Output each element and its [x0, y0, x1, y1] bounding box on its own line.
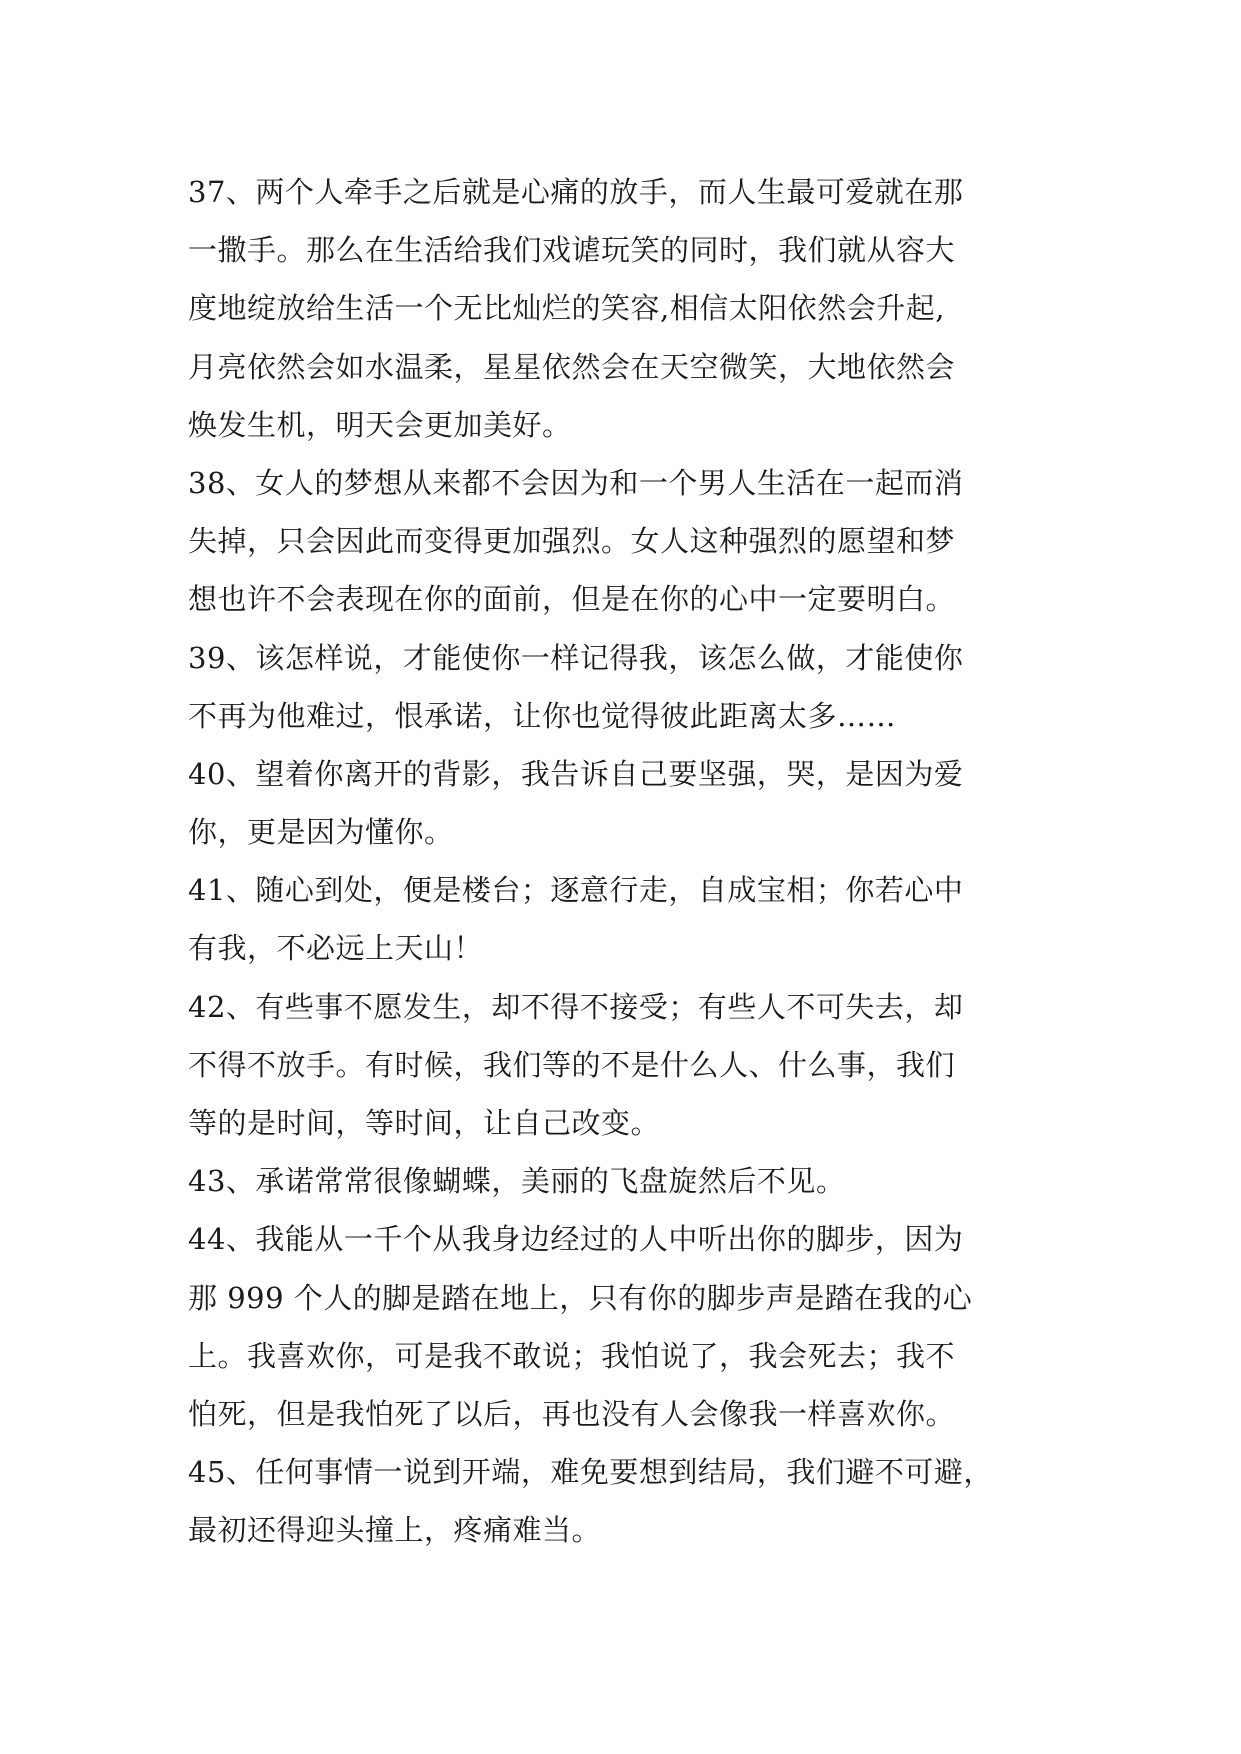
text-line: 39、该怎样说，才能使你一样记得我，该怎么做，才能使你 — [188, 640, 964, 675]
text-line: 43、承诺常常很像蝴蝶，美丽的飞盘旋然后不见。 — [188, 1164, 846, 1199]
text-line: 41、随心到处，便是楼台；逐意行走，自成宝相；你若心中 — [188, 873, 964, 908]
text-line: 那 999 个人的脚是踏在地上，只有你的脚步声是踏在我的心 — [188, 1280, 973, 1315]
text-line: 最初还得迎头撞上，疼痛难当。 — [188, 1513, 602, 1548]
text-line: 等的是时间，等时间，让自己改变。 — [188, 1106, 661, 1140]
text-line: 想也许不会表现在你的面前，但是在你的心中一定要明白。 — [188, 582, 956, 617]
text-line: 一撒手。那么在生活给我们戏谑玩笑的同时，我们就从容大 — [188, 233, 956, 268]
text-line: 不得不放手。有时候，我们等的不是什么人、什么事，我们 — [188, 1047, 956, 1082]
text-line: 月亮依然会如水温柔，星星依然会在天空微笑，大地依然会 — [188, 349, 956, 384]
text-line: 上。我喜欢你，可是我不敢说；我怕说了，我会死去；我不 — [188, 1338, 956, 1373]
text-line: 焕发生机，明天会更加美好。 — [188, 407, 572, 442]
text-line: 度地绽放给生活一个无比灿烂的笑容,相信太阳依然会升起, — [188, 291, 945, 326]
text-line: 失掉，只会因此而变得更加强烈。女人这种强烈的愿望和梦 — [188, 524, 956, 559]
text-line: 你，更是因为懂你。 — [188, 815, 454, 850]
text-line: 45、任何事情一说到开端，难免要想到结局，我们避不可避， — [188, 1455, 993, 1490]
text-line: 不再为他难过，恨承诺，让你也觉得彼此距离太多…… — [188, 698, 897, 733]
text-line: 40、望着你离开的背影，我告诉自己要坚强，哭，是因为爱 — [188, 756, 964, 791]
text-line: 有我，不必远上天山！ — [188, 931, 484, 966]
text-line: 38、女人的梦想从来都不会因为和一个男人生活在一起而消 — [188, 465, 964, 500]
text-line: 37、两个人牵手之后就是心痛的放手，而人生最可爱就在那 — [188, 175, 964, 209]
text-line: 怕死，但是我怕死了以后，再也没有人会像我一样喜欢你。 — [188, 1396, 956, 1431]
text-line: 42、有些事不愿发生，却不得不接受；有些人不可失去，却 — [188, 989, 964, 1024]
body-text — [188, 163, 1088, 1560]
text-line: 44、我能从一千个从我身边经过的人中听出你的脚步，因为 — [188, 1222, 964, 1257]
